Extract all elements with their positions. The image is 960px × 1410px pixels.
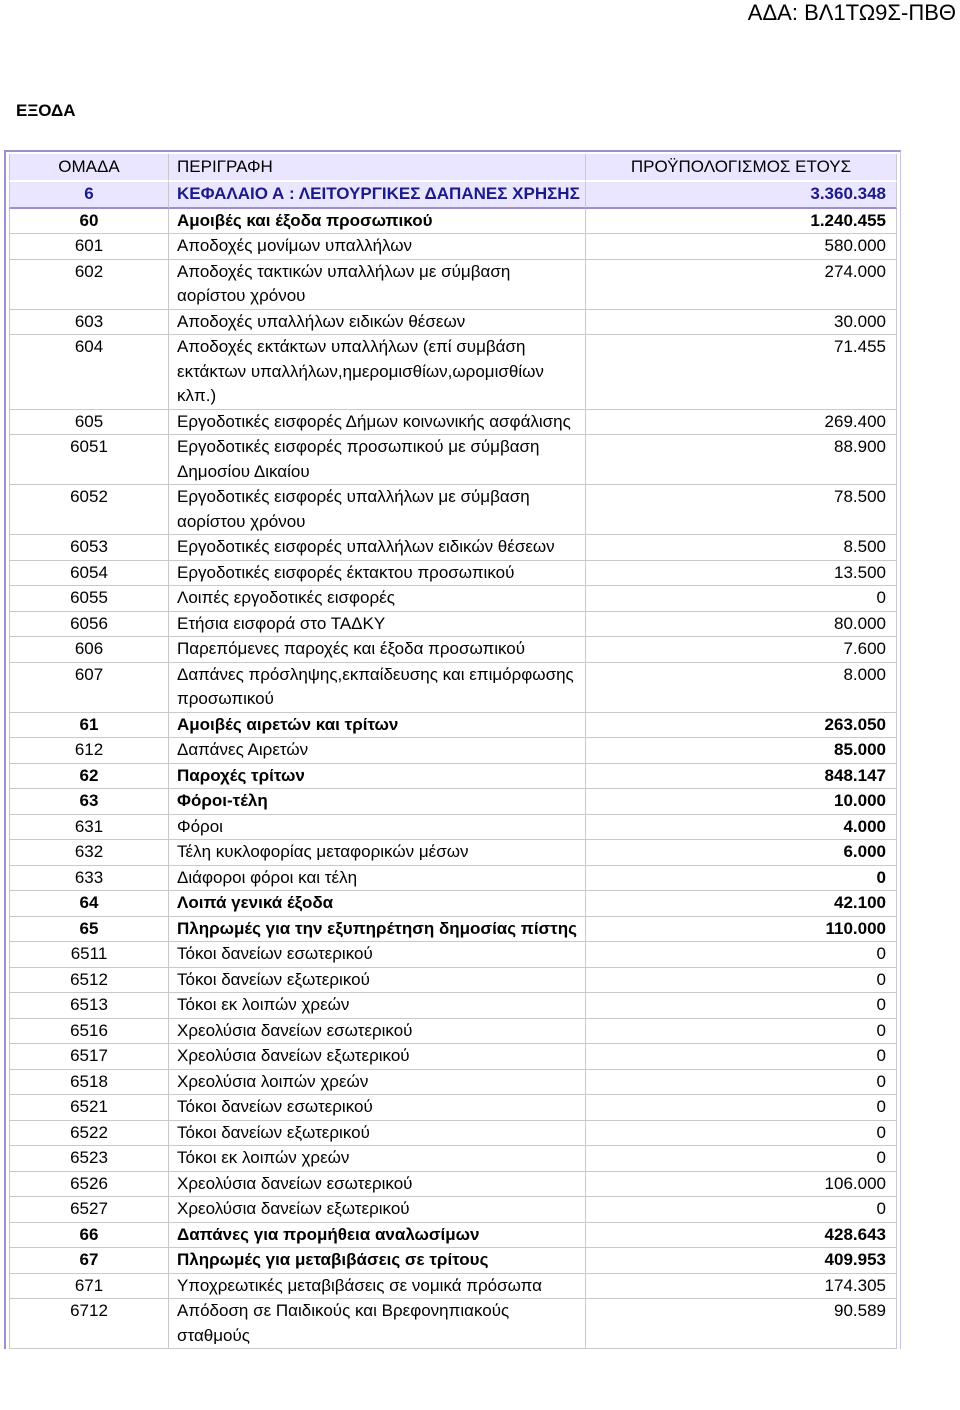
row-budget-value: 274.000 (586, 260, 897, 310)
table-row (9, 866, 897, 892)
row-description: Χρεολύσια δανείων εσωτερικού (169, 1019, 586, 1045)
row-group-code: 6511 (9, 942, 169, 968)
row-description: Πληρωμές για την εξυπηρέτηση δημοσίας πίστης (169, 917, 586, 943)
row-group-code: 632 (9, 840, 169, 866)
table-row (9, 209, 897, 235)
row-group-code: 6526 (9, 1172, 169, 1198)
table-row (9, 260, 897, 310)
table-row (9, 335, 897, 410)
table-row (9, 917, 897, 943)
row-description: Αμοιβές και έξοδα προσωπικού (169, 209, 586, 235)
column-header-group: ΟΜΑΔΑ (9, 154, 169, 182)
table-row (9, 1172, 897, 1198)
row-description: Αποδοχές εκτάκτων υπαλλήλων (επί συμβάση εκτάκτων υπαλλήλων,ημερομισθίων,ωρομισθίων κλπ.) (169, 335, 586, 410)
row-description: Τέλη κυκλοφορίας μεταφορικών μέσων (169, 840, 586, 866)
row-group-code: 6055 (9, 586, 169, 612)
row-budget-value: 0 (586, 1121, 897, 1147)
row-description: Τόκοι δανείων εσωτερικού (169, 1095, 586, 1121)
row-group-code: 6056 (9, 612, 169, 638)
row-description: Τόκοι εκ λοιπών χρεών (169, 993, 586, 1019)
row-description: Διάφοροι φόροι και τέλη (169, 866, 586, 892)
row-description: Απόδοση σε Παιδικούς και Βρεφονηπιακούς σταθμούς (169, 1299, 586, 1349)
table-row (9, 1248, 897, 1274)
row-group-code: 606 (9, 637, 169, 663)
table-row (9, 789, 897, 815)
column-header-budget: ΠΡΟΫΠΟΛΟΓΙΣΜΟΣ ΕΤΟΥΣ (586, 154, 897, 182)
row-description: Λοιπά γενικά έξοδα (169, 891, 586, 917)
column-header-description: ΠΕΡΙΓΡΑΦΗ (169, 154, 586, 182)
table-row (9, 968, 897, 994)
table-row (9, 738, 897, 764)
row-group-code: 6527 (9, 1197, 169, 1223)
budget-table (9, 154, 897, 1349)
table-header-row (9, 154, 897, 182)
row-budget-value: 1.240.455 (586, 209, 897, 235)
row-description: Εργοδοτικές εισφορές Δήμων κοινωνικής ασφάλισης (169, 410, 586, 436)
table-row (9, 1070, 897, 1096)
table-row (9, 840, 897, 866)
row-budget-value: 263.050 (586, 713, 897, 739)
table-row (9, 764, 897, 790)
row-group-code: 67 (9, 1248, 169, 1274)
row-description: Εργοδοτικές εισφορές έκτακτου προσωπικού (169, 561, 586, 587)
table-row (9, 663, 897, 713)
row-description: Χρεολύσια δανείων εξωτερικού (169, 1197, 586, 1223)
table-row (9, 485, 897, 535)
row-budget-value: 0 (586, 993, 897, 1019)
row-group-code: 6513 (9, 993, 169, 1019)
row-budget-value: 0 (586, 1095, 897, 1121)
row-budget-value: 6.000 (586, 840, 897, 866)
table-row (9, 561, 897, 587)
row-budget-value: 269.400 (586, 410, 897, 436)
row-budget-value: 71.455 (586, 335, 897, 410)
table-row (9, 435, 897, 485)
row-budget-value: 80.000 (586, 612, 897, 638)
table-row (9, 1223, 897, 1249)
row-description: Αποδοχές τακτικών υπαλλήλων με σύμβαση αορίστου χρόνου (169, 260, 586, 310)
table-row (9, 410, 897, 436)
row-description: Λοιπές εργοδοτικές εισφορές (169, 586, 586, 612)
row-budget-value: 409.953 (586, 1248, 897, 1274)
row-budget-value: 3.360.348 (586, 182, 897, 209)
table-row (9, 234, 897, 260)
row-group-code: 61 (9, 713, 169, 739)
table-row (9, 586, 897, 612)
row-description: Χρεολύσια δανείων εξωτερικού (169, 1044, 586, 1070)
row-description: Αποδοχές υπαλλήλων ειδικών θέσεων (169, 310, 586, 336)
row-budget-value: 0 (586, 968, 897, 994)
row-group-code: 6052 (9, 485, 169, 535)
table-row (9, 1146, 897, 1172)
row-description: Τόκοι δανείων εξωτερικού (169, 1121, 586, 1147)
row-budget-value: 13.500 (586, 561, 897, 587)
row-description: Δαπάνες Αιρετών (169, 738, 586, 764)
table-row (9, 1019, 897, 1045)
table-row (9, 182, 897, 209)
row-group-code: 605 (9, 410, 169, 436)
row-budget-value: 8.500 (586, 535, 897, 561)
row-budget-value: 110.000 (586, 917, 897, 943)
table-row (9, 942, 897, 968)
row-description: Υποχρεωτικές μεταβιβάσεις σε νομικά πρόσωπα (169, 1274, 586, 1300)
row-group-code: 601 (9, 234, 169, 260)
row-group-code: 65 (9, 917, 169, 943)
row-group-code: 671 (9, 1274, 169, 1300)
row-description: Τόκοι δανείων εσωτερικού (169, 942, 586, 968)
row-budget-value: 88.900 (586, 435, 897, 485)
row-description: Χρεολύσια δανείων εσωτερικού (169, 1172, 586, 1198)
table-row (9, 612, 897, 638)
row-group-code: 6054 (9, 561, 169, 587)
row-budget-value: 0 (586, 866, 897, 892)
row-description: Χρεολύσια λοιπών χρεών (169, 1070, 586, 1096)
row-group-code: 6512 (9, 968, 169, 994)
row-description: Τόκοι εκ λοιπών χρεών (169, 1146, 586, 1172)
budget-table-frame (4, 150, 901, 1349)
table-row (9, 1044, 897, 1070)
row-budget-value: 580.000 (586, 234, 897, 260)
row-group-code: 612 (9, 738, 169, 764)
row-description: Φόροι-τέλη (169, 789, 586, 815)
row-group-code: 6517 (9, 1044, 169, 1070)
row-description: Αποδοχές μονίμων υπαλλήλων (169, 234, 586, 260)
row-budget-value: 0 (586, 942, 897, 968)
row-description: Αμοιβές αιρετών και τρίτων (169, 713, 586, 739)
row-group-code: 62 (9, 764, 169, 790)
row-description: Παροχές τρίτων (169, 764, 586, 790)
row-budget-value: 10.000 (586, 789, 897, 815)
row-group-code: 6 (9, 182, 169, 209)
row-budget-value: 8.000 (586, 663, 897, 713)
row-budget-value: 0 (586, 586, 897, 612)
table-row (9, 993, 897, 1019)
row-group-code: 6523 (9, 1146, 169, 1172)
table-row (9, 1197, 897, 1223)
row-group-code: 66 (9, 1223, 169, 1249)
row-budget-value: 106.000 (586, 1172, 897, 1198)
row-group-code: 602 (9, 260, 169, 310)
row-group-code: 633 (9, 866, 169, 892)
row-description: Εργοδοτικές εισφορές προσωπικού με σύμβαση Δημοσίου Δικαίου (169, 435, 586, 485)
row-budget-value: 0 (586, 1044, 897, 1070)
row-group-code: 6522 (9, 1121, 169, 1147)
row-budget-value: 848.147 (586, 764, 897, 790)
row-group-code: 6712 (9, 1299, 169, 1349)
row-group-code: 60 (9, 209, 169, 235)
row-budget-value: 0 (586, 1019, 897, 1045)
row-group-code: 604 (9, 335, 169, 410)
ada-code: ΑΔΑ: ΒΛ1ΤΩ9Σ-ΠΒΘ (747, 0, 956, 25)
row-description: Εργοδοτικές εισφορές υπαλλήλων με σύμβαση αορίστου χρόνου (169, 485, 586, 535)
row-description: Παρεπόμενες παροχές και έξοδα προσωπικού (169, 637, 586, 663)
row-budget-value: 85.000 (586, 738, 897, 764)
row-budget-value: 78.500 (586, 485, 897, 535)
table-row (9, 1299, 897, 1349)
row-budget-value: 0 (586, 1146, 897, 1172)
row-group-code: 631 (9, 815, 169, 841)
section-title: ΕΞΟΔΑ (16, 101, 76, 120)
table-row (9, 310, 897, 336)
row-budget-value: 174.305 (586, 1274, 897, 1300)
row-budget-value: 0 (586, 1070, 897, 1096)
row-budget-value: 428.643 (586, 1223, 897, 1249)
table-row (9, 815, 897, 841)
table-row (9, 1095, 897, 1121)
row-description: Δαπάνες πρόσληψης,εκπαίδευσης και επιμόρφωσης προσωπικού (169, 663, 586, 713)
row-budget-value: 30.000 (586, 310, 897, 336)
table-row (9, 891, 897, 917)
table-row (9, 1121, 897, 1147)
row-group-code: 603 (9, 310, 169, 336)
row-budget-value: 4.000 (586, 815, 897, 841)
row-group-code: 6521 (9, 1095, 169, 1121)
row-group-code: 6518 (9, 1070, 169, 1096)
row-group-code: 64 (9, 891, 169, 917)
row-budget-value: 90.589 (586, 1299, 897, 1349)
row-group-code: 6051 (9, 435, 169, 485)
table-row (9, 1274, 897, 1300)
row-description: Εργοδοτικές εισφορές υπαλλήλων ειδικών θέσεων (169, 535, 586, 561)
row-description: ΚΕΦΑΛΑΙΟ Α : ΛΕΙΤΟΥΡΓΙΚΕΣ ΔΑΠΑΝΕΣ ΧΡΗΣΗΣ (169, 182, 586, 209)
row-group-code: 6516 (9, 1019, 169, 1045)
row-description: Ετήσια εισφορά στο ΤΑΔΚΥ (169, 612, 586, 638)
table-row (9, 713, 897, 739)
row-description: Πληρωμές για μεταβιβάσεις σε τρίτους (169, 1248, 586, 1274)
row-group-code: 607 (9, 663, 169, 713)
row-budget-value: 0 (586, 1197, 897, 1223)
row-description: Δαπάνες για προμήθεια αναλωσίμων (169, 1223, 586, 1249)
row-budget-value: 7.600 (586, 637, 897, 663)
row-group-code: 63 (9, 789, 169, 815)
row-description: Φόροι (169, 815, 586, 841)
table-row (9, 637, 897, 663)
table-row (9, 535, 897, 561)
row-budget-value: 42.100 (586, 891, 897, 917)
row-group-code: 6053 (9, 535, 169, 561)
row-description: Τόκοι δανείων εξωτερικού (169, 968, 586, 994)
